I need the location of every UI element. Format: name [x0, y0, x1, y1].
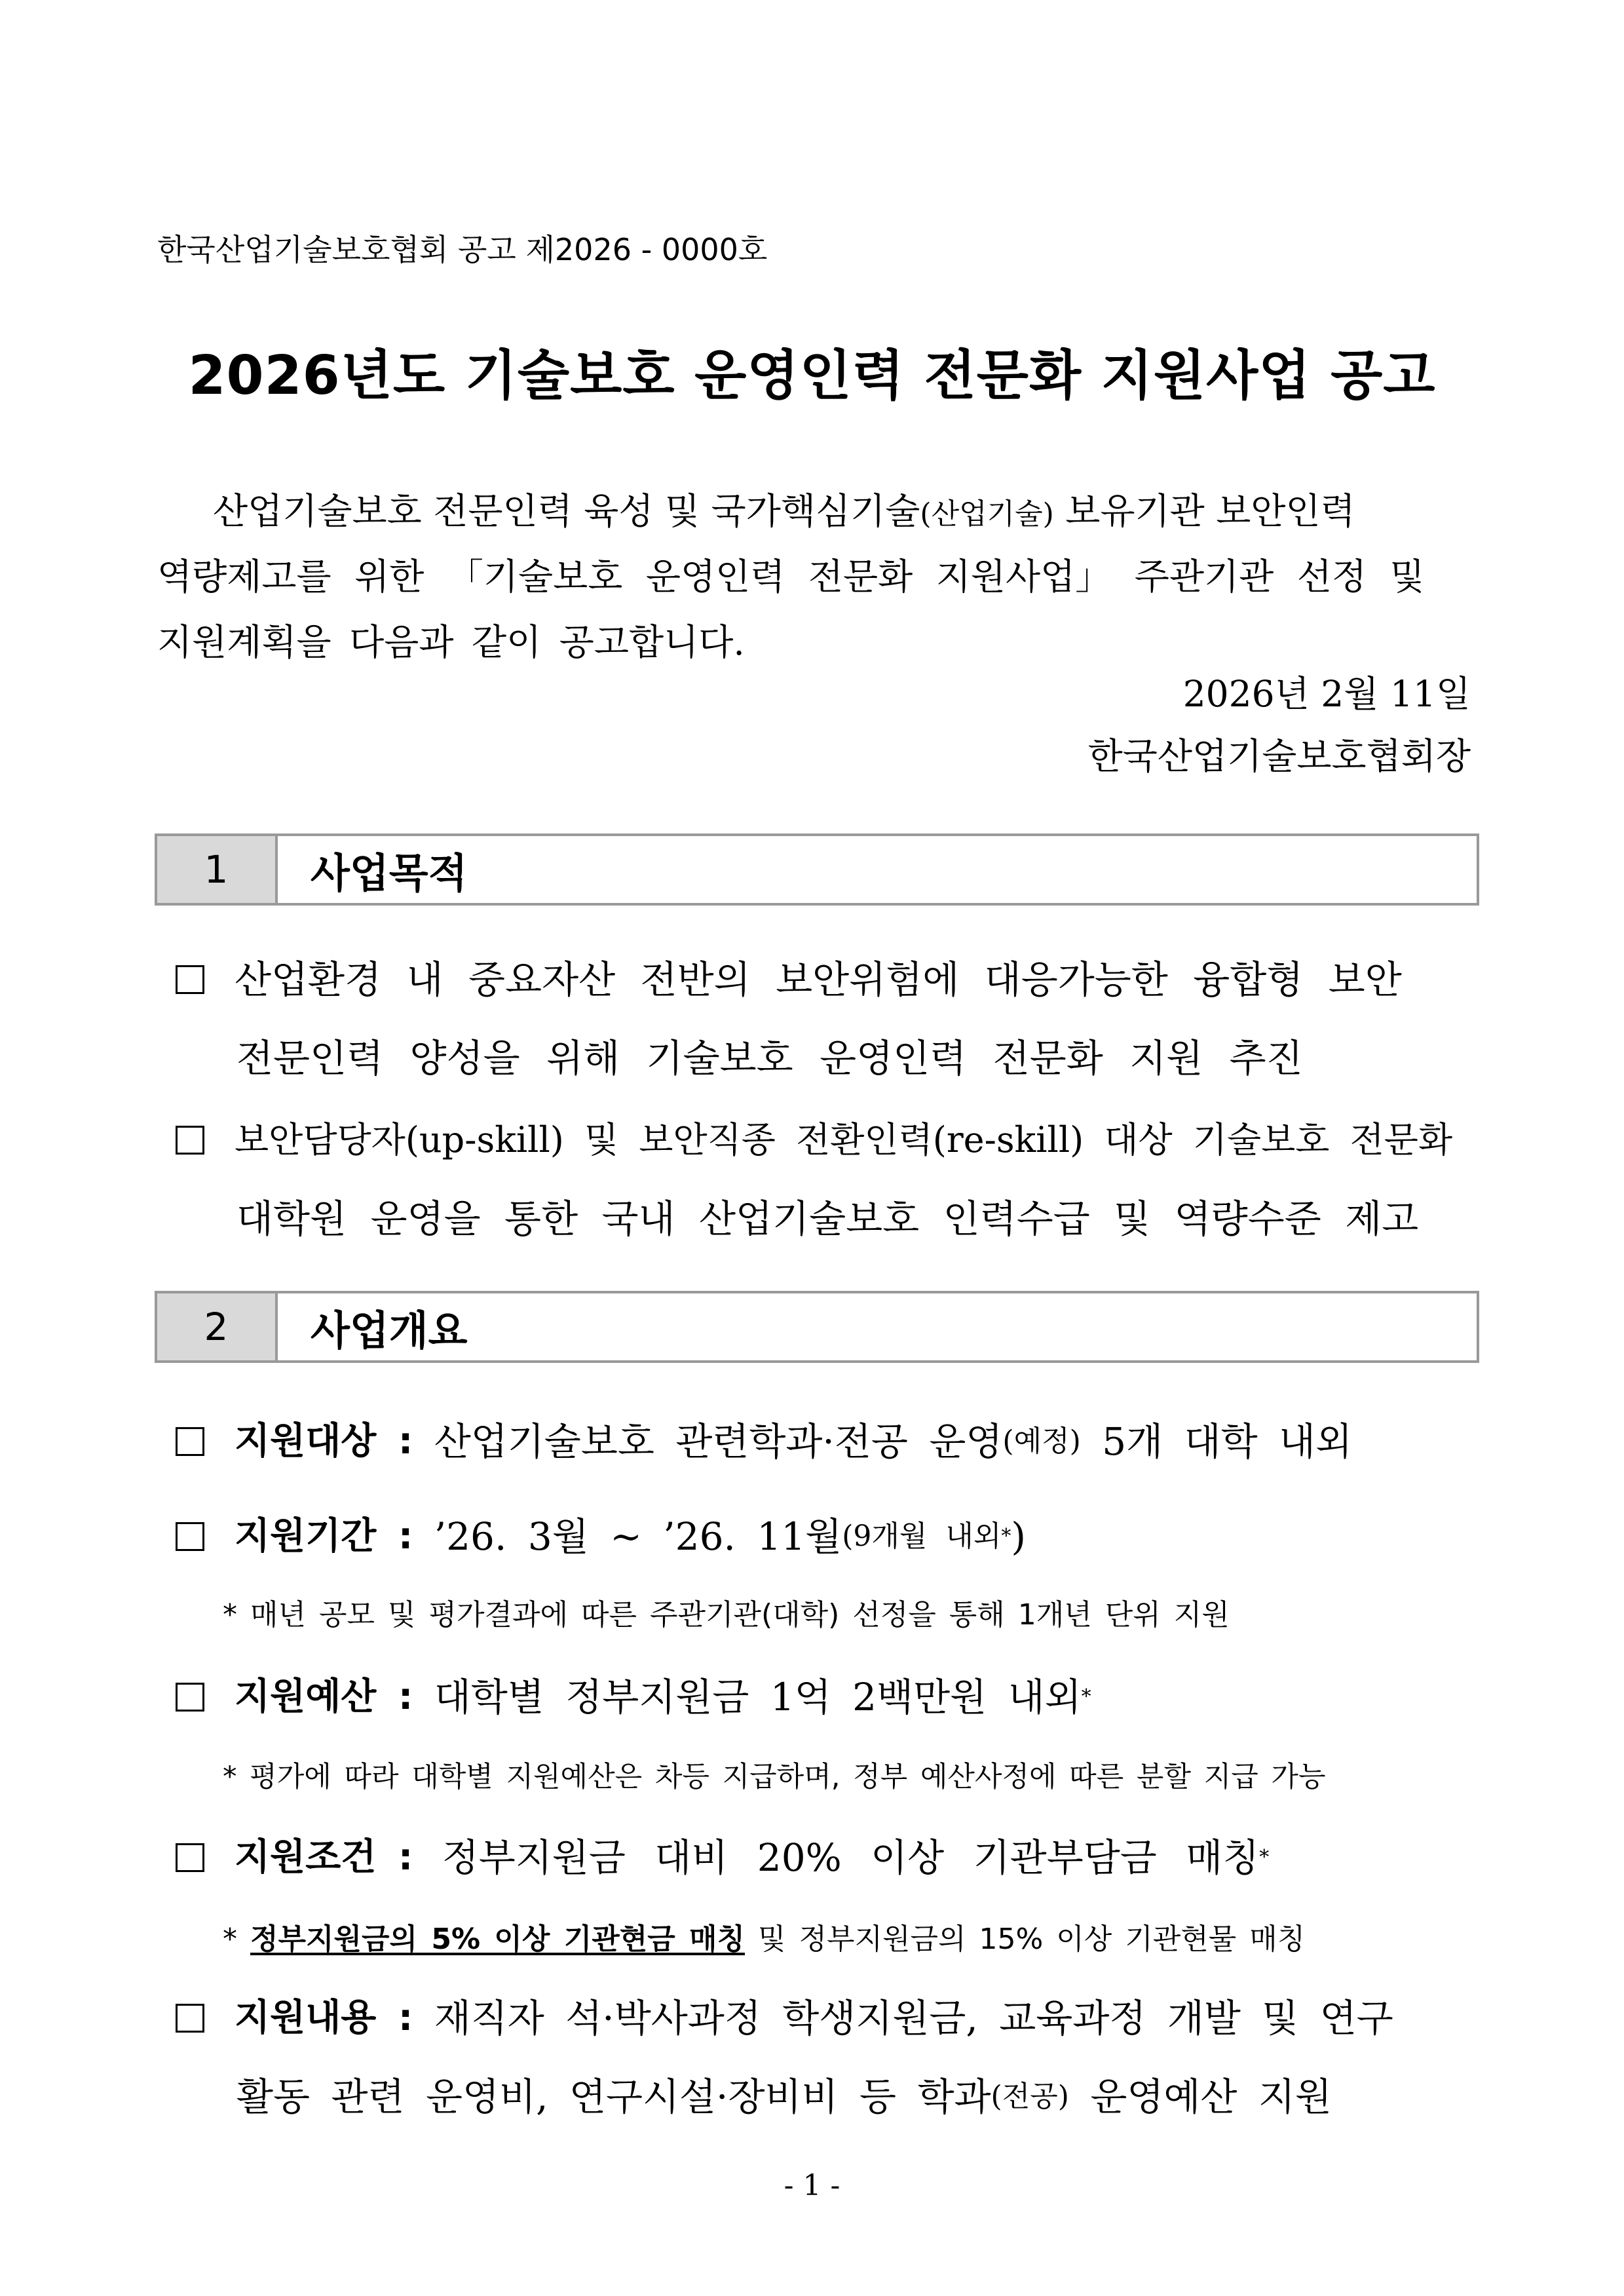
- intro-paragraph: [157, 478, 1471, 675]
- checkbox-icon: [176, 965, 204, 994]
- item-line-2: 활동 관련 운영비, 연구시설·장비비 등 학과 (전공) 운영예산 지원: [236, 2075, 1332, 2119]
- item-text: 지원대상 : 산업기술보호 관련학과·전공 운영 (예정) 5개 대학 내외: [235, 1402, 1479, 1481]
- section-number: 1: [157, 836, 278, 903]
- intro-line-2-text: 역량제고를 위한 「기술보호 운영인력 전문화 지원사업」 주관기관 선정 및: [157, 556, 1425, 598]
- support-budget-note: * 평가에 따라 대학별 지원예산은 차등 지급하며, 정부 예산사정에 따른 분할 지급 가능: [223, 1761, 1326, 1793]
- section-2-header: [155, 1291, 1479, 1363]
- item-line-2: 전문인력 양성을 위해 기술보호 운영인력 전문화 지원 추진: [236, 1036, 1303, 1081]
- item-line-1: 지원내용 : 재직자 석·박사과정 학생지원금, 교육과정 개발 및 연구: [235, 1979, 1479, 2057]
- support-period-note: * 매년 공모 및 평가결과에 따른 주관기관(대학) 선정을 통해 1개년 단위 지원: [223, 1598, 1230, 1632]
- support-budget-item: [176, 1658, 1479, 1736]
- support-target-item: [176, 1402, 1479, 1481]
- checkbox-icon: [176, 1843, 204, 1872]
- intro-line-1-text: 산업기술보호 전문인력 육성 및 국가핵심기술(산업기술) 보유기관 보안인력: [213, 490, 1355, 532]
- item-label: 지원예산 :: [235, 1675, 413, 1718]
- section-1-header: [155, 833, 1479, 906]
- support-condition-note: * 정부지원금의 5% 이상 기관현금 매칭 및 정부지원금의 15% 이상 기관현물 매칭: [223, 1923, 1306, 1956]
- checkbox-icon: [176, 2004, 204, 2033]
- checkbox-icon: [176, 1126, 204, 1155]
- intro-line-1: [157, 478, 1471, 544]
- intro-line-2: [157, 544, 1471, 609]
- intro-line-1-small: (산업기술): [920, 497, 1054, 531]
- announcement-date: 2026년 2월 11일: [1182, 673, 1471, 715]
- item-label: 지원대상 :: [235, 1420, 413, 1463]
- item-line-1: 보안담당자(up-skill) 및 보안직종 전환인력(re-skill) 대상 기술보호 전문화: [235, 1119, 1453, 1160]
- document-title: 2026년도 기술보호 운영인력 전문화 지원사업 공고: [188, 345, 1436, 407]
- issuer-name: 한국산업기술보호협회장: [1087, 735, 1471, 777]
- section-number: 2: [157, 1293, 278, 1360]
- page-number: - 1 -: [784, 2169, 840, 2202]
- item-line-2: 대학원 운영을 통한 국내 산업기술보호 인력수급 및 역량수준 제고: [236, 1196, 1419, 1241]
- item-text: 지원조건 : 정부지원금 대비 20% 이상 기관부담금 매칭 *: [235, 1818, 1479, 1897]
- item-line-1: 산업환경 내 중요자산 전반의 보안위험에 대응가능한 융합형 보안: [235, 957, 1402, 1002]
- intro-line-3-text: 지원계획을 다음과 같이 공고합니다.: [157, 621, 745, 663]
- support-period-item: [176, 1497, 1479, 1576]
- item-label: 지원내용 :: [235, 1997, 413, 2039]
- section-title: 사업개요: [311, 1306, 468, 1354]
- item-label: 지원조건 :: [235, 1836, 413, 1879]
- notice-number: 한국산업기술보호협회 공고 제2026 - 0000호: [157, 232, 768, 267]
- item-label: 지원기간 :: [235, 1515, 413, 1558]
- checkbox-icon: [176, 1522, 204, 1551]
- section-title: 사업목적: [311, 849, 468, 897]
- list-item: [176, 940, 1479, 1098]
- checkbox-icon: [176, 1427, 204, 1456]
- support-condition-item: [176, 1818, 1479, 1897]
- support-content-item: [176, 1979, 1479, 2136]
- item-text: 지원기간 : ’26. 3월 ~ ’26. 11월 (9개월 내외 * ): [235, 1497, 1479, 1576]
- list-item: [176, 1101, 1479, 1258]
- note-emphasis: 정부지원금의 5% 이상 기관현금 매칭: [250, 1923, 746, 1956]
- item-text: 지원예산 : 대학별 정부지원금 1억 2백만원 내외 *: [235, 1658, 1479, 1736]
- checkbox-icon: [176, 1683, 204, 1712]
